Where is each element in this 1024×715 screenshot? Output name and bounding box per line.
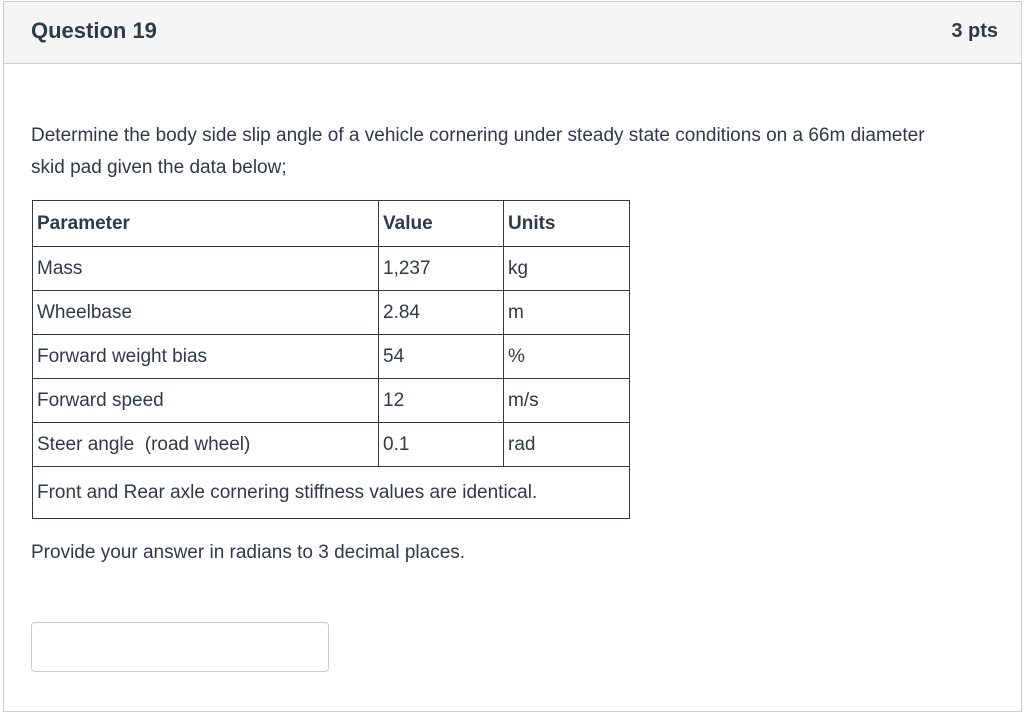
question-points: 3 pts <box>951 20 998 42</box>
cell-value: 0.1 <box>379 423 504 467</box>
parameter-table <box>32 200 630 519</box>
cell-value: 54 <box>379 335 504 379</box>
table-row <box>33 291 630 335</box>
question-header <box>4 2 1021 64</box>
table-row <box>33 247 630 291</box>
question-card <box>3 1 1022 712</box>
table-header-row <box>33 201 630 247</box>
cell-units: m/s <box>504 379 630 423</box>
cell-units: kg <box>504 247 630 291</box>
table-row <box>33 379 630 423</box>
cell-units: rad <box>504 423 630 467</box>
cell-value: 12 <box>379 379 504 423</box>
cell-parameter: Mass <box>33 247 379 291</box>
answer-instructions: Provide your answer in radians to 3 decimal places. <box>31 542 466 563</box>
question-text: Determine the body side slip angle of a vehicle cornering under steady state conditions on a 66m diameter skid pad given the data below; <box>31 125 925 178</box>
table-footnote-row <box>33 467 630 519</box>
cell-value: 1,237 <box>379 247 504 291</box>
header-value: Value <box>379 201 504 247</box>
cell-parameter: Forward weight bias <box>33 335 379 379</box>
answer-input[interactable] <box>31 622 329 672</box>
cell-parameter: Forward speed <box>33 379 379 423</box>
table-footnote: Front and Rear axle cornering stiffness values are identical. <box>33 467 630 519</box>
table-row <box>33 335 630 379</box>
header-parameter: Parameter <box>33 201 379 247</box>
header-units: Units <box>504 201 630 247</box>
question-body <box>31 120 991 567</box>
question-title: Question 19 <box>31 18 157 43</box>
cell-parameter: Wheelbase <box>33 291 379 335</box>
cell-units: % <box>504 335 630 379</box>
table-row <box>33 423 630 467</box>
cell-value: 2.84 <box>379 291 504 335</box>
cell-parameter: Steer angle (road wheel) <box>33 423 379 467</box>
cell-units: m <box>504 291 630 335</box>
